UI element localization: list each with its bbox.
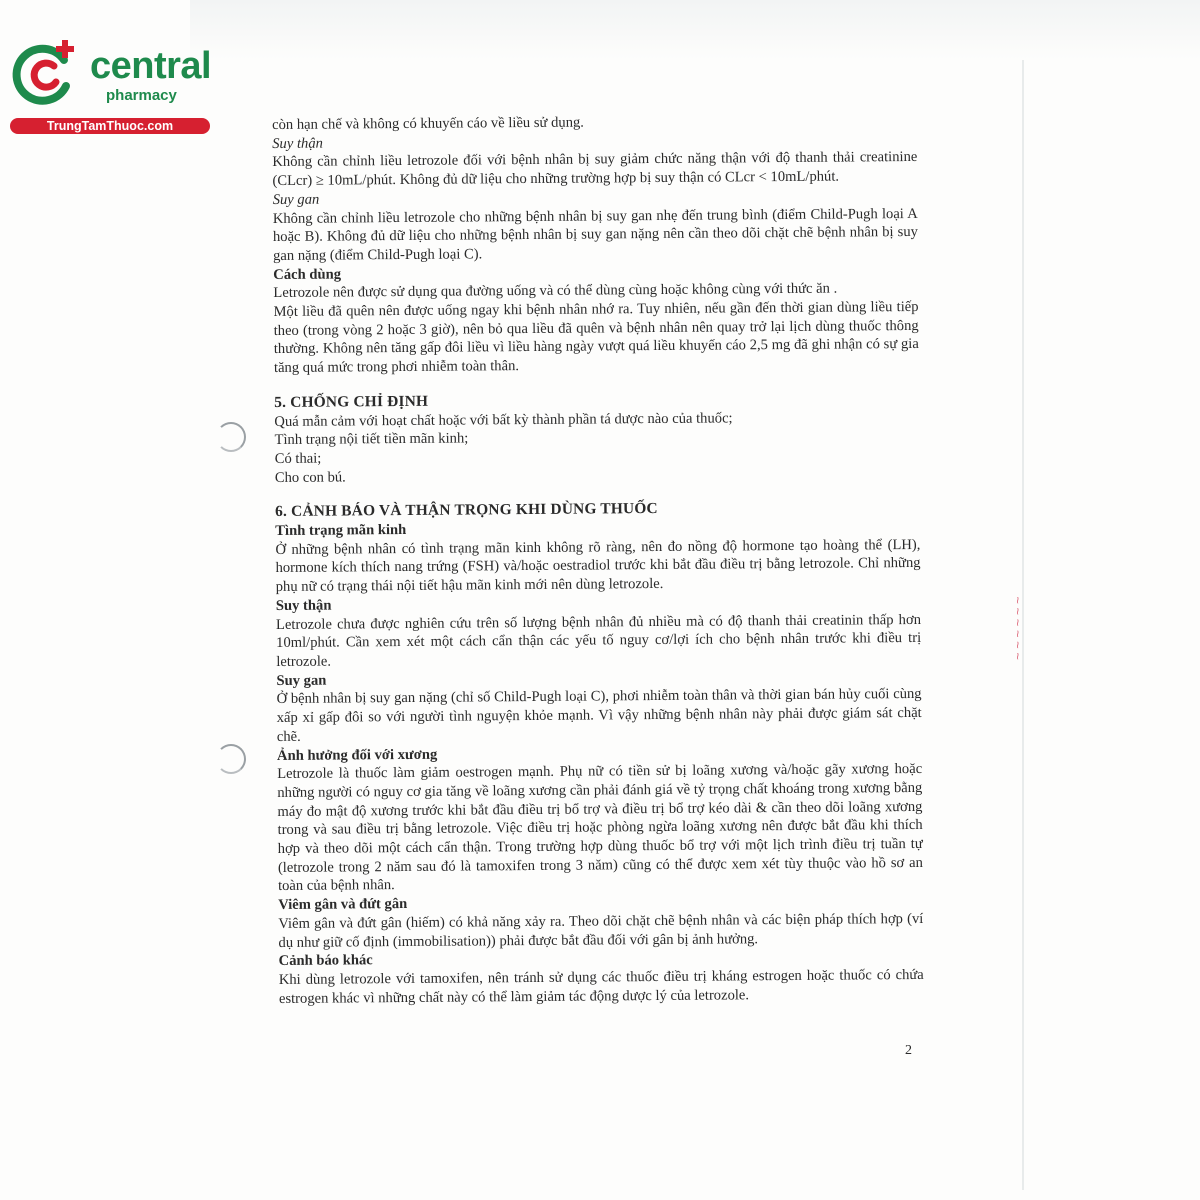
subheading: Suy gan [276,672,327,689]
paragraph: Một liều đã quên nên được uống ngay khi bệnh nhân nhớ ra. Tuy nhiên, nếu gần đến thời gian dùng liều tiếp theo (trong vòng 2 hoặc 3 giờ), nên bỏ qua liều đã quên và bệnh nhân nên quay trở lại lịch dùng thuốc thông thường. Không nên tăng gấp đôi liều vì liều hàng ngày vượt quá liều khuyến cáo 2,5 mg đã ghi nhận có sự gia tăng quá mức trong phơi nhiễm toàn thân. [273,298,919,377]
paragraph: Không cần chỉnh liều letrozole cho những bệnh nhân bị suy gan nhẹ đến trung bình (điểm Child-Pugh loại A hoặc B). Không đủ dữ liệu cho những bệnh nhân bị suy gan nặng nên cần theo dõi chặt chẽ bệnh nhân bị suy gan nặng (điểm Child-Pugh loại C). [272,205,918,264]
paragraph: Ở những bệnh nhân có tình trạng mãn kinh không rõ ràng, nên đo nồng độ hormone tạo hoàng thể (LH), hormone kích thích nang trứng (FSH) và/hoặc oestradiol trước khi bắt đầu điều trị bằng letrozole. Chỉ những phụ nữ có trạng thái nội tiết hậu mãn kinh mới nên dùng letrozole. [275,536,921,596]
paragraph: Viêm gân và đứt gân (hiếm) có khả năng xảy ra. Theo dõi chặt chẽ bệnh nhân và các biện pháp thích hợp (ví dụ như giữ cố định (immobilisation)) phải được bắt đầu đối với gân bị ảnh hưởng. [278,910,924,951]
subheading: Cách dùng [273,266,342,283]
subheading: Ảnh hưởng đối với xương [276,746,438,764]
central-pharmacy-logo [10,38,215,138]
section-heading: 5. CHỐNG CHỈ ĐỊNH [274,392,429,411]
logo-url-badge: TrungTamThuoc.com [10,118,210,134]
punch-hole [216,422,246,452]
paragraph: còn hạn chế và không có khuyến cáo về liều sử dụng. [272,114,584,133]
pharmacy-cross-icon [10,38,82,110]
paragraph: Không cần chỉnh liều letrozole đối với bệnh nhân bị suy giảm chức năng thận với độ thanh thải creatinine (CLcr) ≥ 10mL/phút. Không đủ dữ liệu cho những trường hợp bị suy thận có CLcr < 10mL/phút. [272,149,918,190]
paragraph: Tình trạng nội tiết tiền mãn kinh; [274,430,469,449]
paragraph: Letrozole là thuốc làm giảm oestrogen mạnh. Phụ nữ có tiền sử bị loãng xương và/hoặc gãy xương hoặc những người có nguy cơ gia tăng về loãng xương cần phải đánh giá về tỷ trọng chất khoáng trong xương bằng máy đo mật độ xương trước khi bắt đầu điều trị bổ trợ và điều trị bổ trợ kéo dài & cần theo dõi loãng xương trong và sau điều trị bằng letrozole. Việc điều trị hoặc phòng ngừa loãng xương nên được bắt đầu khi thích hợp và theo dõi một cách cẩn thận. Trong trường hợp dùng thuốc bổ trợ với một lịch trình điều trị tuần tự (letrozole trong 2 năm sau đó là tamoxifen trong 3 năm) cũng có thể được xem xét tùy thuộc vào hồ sơ an toàn của bệnh nhân. [277,761,923,895]
paragraph: Cho con bú. [274,469,346,486]
paragraph: Quá mẫn cảm với hoạt chất hoặc với bất kỳ thành phần tá dược nào của thuốc; [274,409,733,430]
punch-hole [216,744,246,774]
paragraph: Có thai; [274,450,322,467]
subheading: Suy thận [275,597,332,614]
paragraph: Ở bệnh nhân bị suy gan nặng (chỉ số Child-Pugh loại C), phơi nhiễm toàn thân và thời gian bán hủy cuối cùng xấp xỉ gấp đôi so với người tình nguyện khỏe mạnh. Vì vậy những bệnh nhân này phải được giám sát chặt chẽ. [276,686,922,745]
paragraph: Letrozole chưa được nghiên cứu trên số lượng bệnh nhân đủ nhiều mà có độ thanh thải creatinin thấp hơn 10ml/phút. Cần xem xét một cách cẩn thận các yếu tố nguy cơ/lợi ích cho bệnh nhân trước khi điều trị letrozole. [275,611,922,670]
page-number: 2 [905,1043,912,1058]
logo-subtitle: pharmacy [106,87,177,104]
scan-shadow [190,0,1200,60]
document-body [272,111,924,1008]
subheading: Viêm gân và đứt gân [278,896,408,914]
subheading: Suy gan [272,191,320,208]
logo-name: central [90,45,212,87]
paragraph: Khi dùng letrozole với tamoxifen, nên tránh sử dụng các thuốc điều trị kháng estrogen hoặc thuốc có chứa estrogen khác vì những chất này có thể làm giảm tác động dược lý của letrozole. [278,966,924,1007]
subheading: Tình trạng mãn kinh [275,522,407,540]
paragraph: Letrozole nên được sử dụng qua đường uống và có thể dùng cùng hoặc không cùng với thức ăn . [273,280,838,302]
section-heading: 6. CẢNH BÁO VÀ THẬN TRỌNG KHI DÙNG THUỐC [275,500,658,521]
subheading: Cảnh báo khác [278,952,373,970]
subheading: Suy thận [272,135,323,152]
handwritten-margin-note: ~ ~ ~ ~ ~ ~ [1010,596,1025,660]
